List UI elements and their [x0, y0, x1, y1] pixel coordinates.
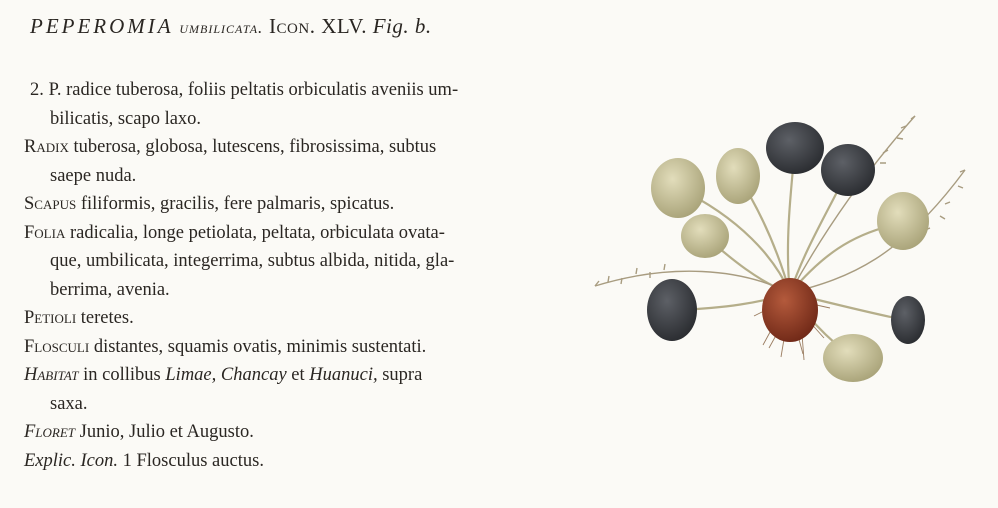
leaf-dark-4	[891, 296, 925, 344]
floret-line1: Junio, Julio et Augusto.	[79, 422, 254, 442]
explic-entry	[24, 447, 584, 476]
figure-reference: Fig. b.	[372, 14, 432, 38]
flosculi-label: Flosculi	[24, 336, 90, 357]
genus-name: PEPEROMIA	[30, 14, 174, 38]
explic-line1: Flosculus auctus.	[136, 450, 264, 471]
scapus-entry	[24, 190, 584, 219]
leaf-light-3	[877, 192, 929, 250]
plant-illustration	[590, 108, 970, 388]
habitat-label: Habitat	[24, 365, 79, 385]
folia-label: Folia	[24, 222, 66, 243]
folia-line2: que, umbilicata, integerrima, subtus albida, nitida, gla-	[50, 251, 455, 271]
habitat-line2: saxa.	[50, 393, 88, 414]
habitat-place-2: Chancay	[220, 365, 287, 385]
leaf-dark-1	[766, 122, 824, 174]
floret-label: Floret	[24, 422, 76, 442]
scapus-line1: filiformis, gracilis, fere palmaris, spicatus.	[80, 194, 395, 214]
icon-reference: Icon. XLV.	[269, 14, 367, 38]
flosculi-line1: distantes, squamis ovatis, minimis sustentati.	[93, 336, 427, 357]
tuber	[762, 278, 818, 342]
diagnosis-entry	[24, 76, 584, 133]
folia-line3: berrima, avenia.	[50, 279, 170, 300]
explic-label: Explic. Icon.	[24, 450, 118, 471]
diagnosis-line1: P. radice tuberosa, foliis peltatis orbiculatis aveniis um-	[48, 80, 459, 100]
habitat-text-a: in collibus	[83, 365, 161, 385]
petioli-line1: teretes.	[80, 308, 134, 328]
page-title	[30, 14, 432, 39]
radix-entry	[24, 133, 584, 190]
leaf-light-2	[716, 148, 760, 204]
petioli-entry	[24, 304, 584, 333]
habitat-entry	[24, 361, 584, 418]
leaf-dark-3	[647, 279, 697, 341]
entry-number: 2.	[30, 80, 44, 100]
description-text	[24, 76, 584, 475]
diagnosis-line2: bilicatis, scapo laxo.	[50, 108, 202, 129]
leaf-light-1	[651, 158, 705, 218]
radix-line2: saepe nuda.	[50, 165, 137, 186]
habitat-place-1: Limae,	[165, 365, 217, 385]
habitat-place-3: Huanuci,	[309, 365, 378, 385]
radix-label: Radix	[24, 137, 69, 157]
scapus-label: Scapus	[24, 194, 77, 214]
habitat-text-b: et	[291, 365, 305, 385]
folia-line1: radicalia, longe petiolata, peltata, orbiculata ovata-	[69, 222, 445, 243]
folia-entry	[24, 219, 584, 305]
radix-line1: tuberosa, globosa, lutescens, fibrosissima, subtus	[73, 137, 437, 157]
habitat-text-c: supra	[382, 365, 423, 385]
petioli-label: Petioli	[24, 308, 77, 328]
flosculi-entry	[24, 333, 584, 362]
explic-number: 1	[122, 450, 132, 471]
leaf-light-4	[681, 214, 729, 258]
floret-entry	[24, 418, 584, 447]
leaf-light-5	[823, 334, 883, 382]
leaf-dark-2	[821, 144, 875, 196]
species-name: umbilicata.	[179, 18, 264, 37]
